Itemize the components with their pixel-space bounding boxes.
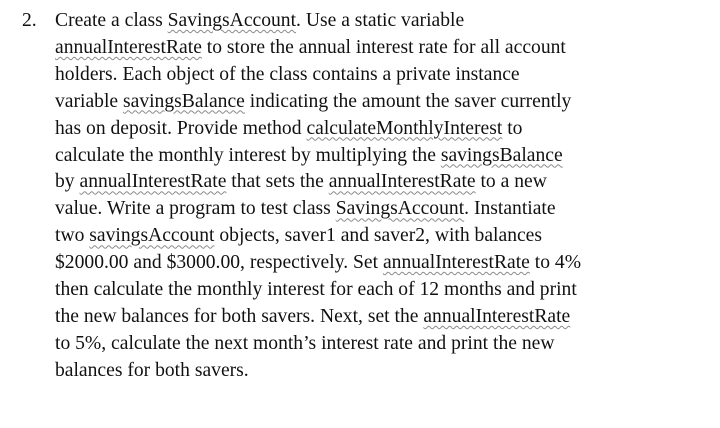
text-line: balances for both savers. (55, 359, 249, 381)
code-identifier: annualInterestRate (423, 305, 571, 327)
text-line: the new balances for both savers. Next, set the annualInterestRate (55, 305, 571, 327)
problem-body (55, 8, 702, 385)
code-identifier: savingsBalance (440, 144, 563, 166)
item-number: 2. (22, 10, 37, 31)
text-line: to 5%, calculate the next month’s interest rate and print the new (55, 332, 555, 354)
code-identifier: annualInterestRate (55, 36, 202, 58)
text-line: calculate the monthly interest by multiplying the savingsBalance (55, 144, 563, 166)
code-identifier: SavingsAccount (167, 10, 297, 31)
text-line: annualInterestRate to store the annual interest rate for all account (55, 36, 566, 58)
text-line: Create a class SavingsAccount. Use a static variable (55, 10, 465, 31)
text-line: two savingsAccount objects, saver1 and saver2, with balances (55, 225, 543, 247)
code-identifier: annualInterestRate (328, 171, 476, 193)
text-line: variable savingsBalance indicating the amount the saver currently (55, 90, 572, 112)
code-identifier: SavingsAccount (335, 198, 465, 220)
code-identifier: calculateMonthlyInterest (306, 117, 503, 139)
code-identifier: annualInterestRate (382, 252, 530, 274)
code-identifier: savingsBalance (123, 90, 245, 112)
code-identifier: annualInterestRate (79, 171, 227, 193)
text-line: value. Write a program to test class SavingsAccount. Instantiate (55, 198, 556, 220)
problem-statement (22, 8, 702, 385)
text-line: has on deposit. Provide method calculateMonthlyInterest to (55, 117, 523, 139)
text-line: by annualInterestRate that sets the annualInterestRate to a new (55, 171, 547, 193)
text-line: holders. Each object of the class contains a private instance (55, 63, 520, 85)
text-line: $2000.00 and $3000.00, respectively. Set annualInterestRate to 4% (55, 252, 582, 274)
code-identifier: savingsAccount (89, 225, 215, 247)
text-line: then calculate the monthly interest for each of 12 months and print (55, 279, 577, 301)
